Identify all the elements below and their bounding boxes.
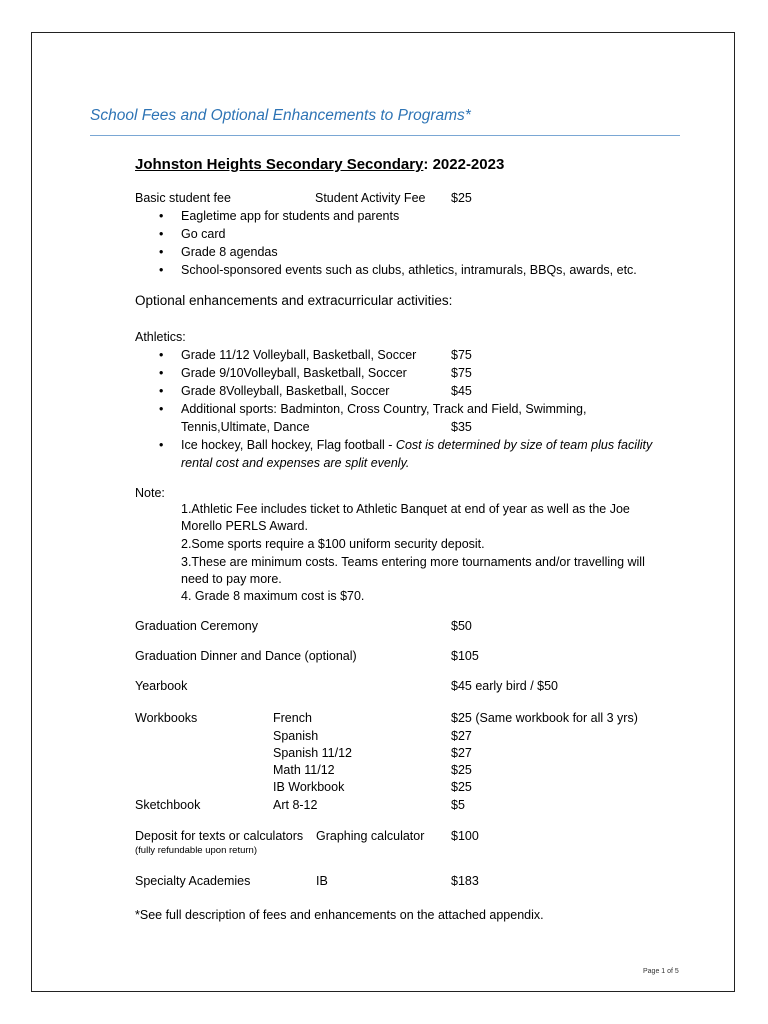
page-heading: School Fees and Optional Enhancements to Programs* xyxy=(90,107,471,124)
activity-fee-amount: $25 xyxy=(451,191,472,205)
workbook-amount: $27 xyxy=(451,729,472,743)
school-year: : 2022-2023 xyxy=(423,156,505,173)
heading-divider xyxy=(90,135,680,136)
workbook-item: Spanish xyxy=(273,729,319,743)
sketchbook-item: Art 8-12 xyxy=(273,798,318,812)
note-label: Note: xyxy=(135,486,165,500)
yearbook-amount: $45 early bird / $50 xyxy=(451,679,559,693)
workbook-item: French xyxy=(273,711,312,725)
workbook-item: Spanish 11/12 xyxy=(273,746,352,760)
workbook-item: Math 11/12 xyxy=(273,763,335,777)
academies-label: Specialty Academies xyxy=(135,874,251,888)
academies-item: IB xyxy=(316,874,328,888)
workbook-amount: $25 xyxy=(451,780,472,794)
deposit-refund-note: (fully refundable upon return) xyxy=(135,845,257,856)
optional-heading: Optional enhancements and extracurricular activities: xyxy=(135,293,453,308)
athletics-item: Grade 8Volleyball, Basketball, Soccer xyxy=(181,384,390,398)
athletics-item xyxy=(181,436,652,454)
bullet-icon: • xyxy=(159,438,164,452)
graduation-ceremony-amount: $50 xyxy=(451,619,472,633)
list-item: Eagletime app for students and parents xyxy=(181,209,400,223)
athletics-item-cont: Tennis,Ultimate, Dance xyxy=(181,420,310,434)
note-line: 2.Some sports require a $100 uniform security deposit. xyxy=(181,537,485,551)
workbook-amount: $25 xyxy=(451,763,472,777)
athletics-amount: $45 xyxy=(451,384,472,398)
page-number: Page 1 of 5 xyxy=(643,968,679,975)
note-line: need to pay more. xyxy=(181,572,282,586)
yearbook-label: Yearbook xyxy=(135,679,188,693)
sketchbook-amount: $5 xyxy=(451,798,465,812)
list-item: School-sponsored events such as clubs, athletics, intramurals, BBQs, awards, etc. xyxy=(181,263,637,277)
hockey-cost-note-cont: rental cost and expenses are split evenly. xyxy=(181,456,410,470)
bullet-icon: • xyxy=(159,209,164,223)
hockey-text: Ice hockey, Ball hockey, Flag football - xyxy=(181,438,396,452)
list-item: Grade 8 agendas xyxy=(181,245,278,259)
bullet-icon: • xyxy=(159,384,164,398)
workbook-item: IB Workbook xyxy=(273,780,345,794)
athletics-label: Athletics: xyxy=(135,330,186,344)
athletics-item: Grade 11/12 Volleyball, Basketball, Soccer xyxy=(181,348,417,362)
sketchbook-label: Sketchbook xyxy=(135,798,201,812)
athletics-amount: $75 xyxy=(451,366,472,380)
deposit-item: Graphing calculator xyxy=(316,829,425,843)
athletics-item: Grade 9/10Volleyball, Basketball, Soccer xyxy=(181,366,407,380)
bullet-icon: • xyxy=(159,263,164,277)
academies-amount: $183 xyxy=(451,874,479,888)
deposit-label: Deposit for texts or calculators xyxy=(135,829,304,843)
athletics-amount: $35 xyxy=(451,420,472,434)
workbook-amount: $25 (Same workbook for all 3 yrs) xyxy=(451,711,638,725)
graduation-dinner-label: Graduation Dinner and Dance (optional) xyxy=(135,649,357,663)
workbooks-label: Workbooks xyxy=(135,711,198,725)
activity-fee-name: Student Activity Fee xyxy=(315,191,426,205)
athletics-amount: $75 xyxy=(451,348,472,362)
note-line: 4. Grade 8 maximum cost is $70. xyxy=(181,589,365,603)
workbook-amount: $27 xyxy=(451,746,472,760)
graduation-ceremony-label: Graduation Ceremony xyxy=(135,619,258,633)
basic-fee-label: Basic student fee xyxy=(135,191,231,205)
bullet-icon: • xyxy=(159,245,164,259)
bullet-icon: • xyxy=(159,402,164,416)
athletics-item: Additional sports: Badminton, Cross Country, Track and Field, Swimming, xyxy=(181,402,587,416)
school-name: Johnston Heights Secondary Secondary xyxy=(135,156,424,173)
hockey-cost-note: Cost is determined by size of team plus facility xyxy=(395,438,653,452)
bullet-icon: • xyxy=(159,366,164,380)
school-title xyxy=(135,156,504,173)
deposit-amount: $100 xyxy=(451,829,479,843)
footnote: *See full description of fees and enhancements on the attached appendix. xyxy=(135,908,544,922)
note-line: Morello PERLS Award. xyxy=(181,519,308,533)
note-line: 1.Athletic Fee includes ticket to Athletic Banquet at end of year as well as the Joe xyxy=(181,502,630,516)
bullet-icon: • xyxy=(159,227,164,241)
list-item: Go card xyxy=(181,227,226,241)
bullet-icon: • xyxy=(159,348,164,362)
graduation-dinner-amount: $105 xyxy=(451,649,479,663)
note-line: 3.These are minimum costs. Teams entering more tournaments and/or travelling will xyxy=(181,555,645,569)
